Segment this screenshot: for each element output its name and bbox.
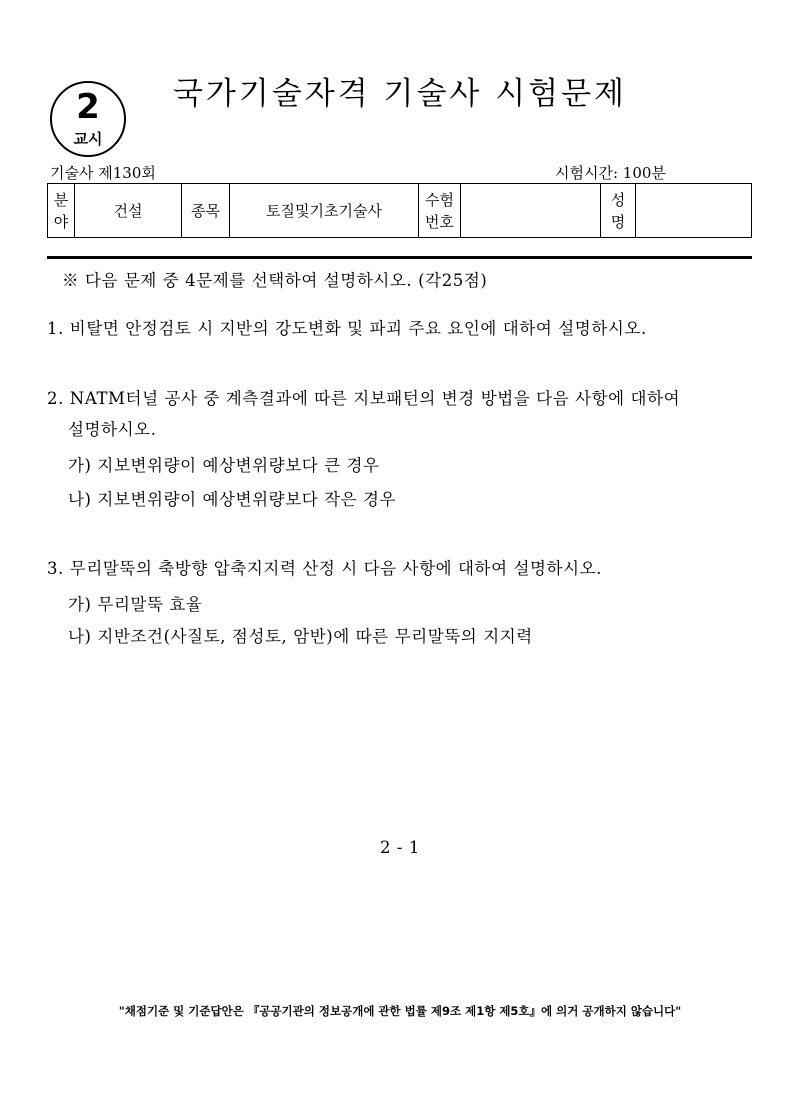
exam-number-label-line1: 수험 xyxy=(425,190,454,209)
question-2-item-b: 나) 지보변위량이 예상변위량보다 작은 경우 xyxy=(68,490,397,509)
divider xyxy=(47,256,752,259)
category-value: 토질및기초기술사 xyxy=(230,184,419,238)
field-label-line2: 야 xyxy=(53,212,69,231)
field-label-cell xyxy=(48,184,75,238)
question-3-item-a: 가) 무리말뚝 효율 xyxy=(68,595,203,614)
period-label: 교시 xyxy=(73,130,103,148)
question-2: 2. NATM터널 공사 중 계측결과에 따른 지보패턴의 변경 방법을 다음 사항에 대하여 xyxy=(47,389,681,408)
category-label: 종목 xyxy=(182,184,230,238)
exam-number-input[interactable] xyxy=(461,184,601,238)
question-2-continued: 설명하시오. xyxy=(68,420,157,439)
exam-round: 기술사 제130회 xyxy=(50,164,156,182)
exam-time: 시험시간: 100분 xyxy=(555,164,666,182)
page-title: 국가기술자격 기술사 시험문제 xyxy=(172,76,627,112)
question-3-item-b: 나) 지반조건(사질토, 점성토, 암반)에 따른 무리말뚝의 지지력 xyxy=(68,627,533,646)
name-input[interactable] xyxy=(636,184,752,238)
exam-number-label-line2: 번호 xyxy=(425,212,454,231)
question-2-item-a: 가) 지보변위량이 예상변위량보다 큰 경우 xyxy=(68,456,380,475)
question-3: 3. 무리말뚝의 축방향 압축지지력 산정 시 다음 사항에 대하여 설명하시오. xyxy=(47,559,603,578)
instruction: ※ 다음 문제 중 4문제를 선택하여 설명하시오. (각25점) xyxy=(62,271,488,290)
period-badge xyxy=(50,81,126,157)
candidate-info-table xyxy=(47,183,752,238)
question-1: 1. 비탈면 안정검토 시 지반의 강도변화 및 파괴 주요 요인에 대하여 설명하시오. xyxy=(47,319,647,338)
name-label-line1: 성 xyxy=(610,190,626,209)
page-number: 2 - 1 xyxy=(379,838,421,857)
field-value: 건설 xyxy=(75,184,182,238)
name-label-cell xyxy=(601,184,636,238)
period-number: 2 xyxy=(76,87,100,127)
disclosure-notice: "채점기준 및 기준답안은 『공공기관의 정보공개에 관한 법률 제9조 제1항 제5호』에 의거 공개하지 않습니다" xyxy=(118,1004,682,1018)
name-label-line2: 명 xyxy=(610,212,626,231)
field-label-line1: 분 xyxy=(53,190,69,209)
exam-number-label-cell xyxy=(419,184,461,238)
